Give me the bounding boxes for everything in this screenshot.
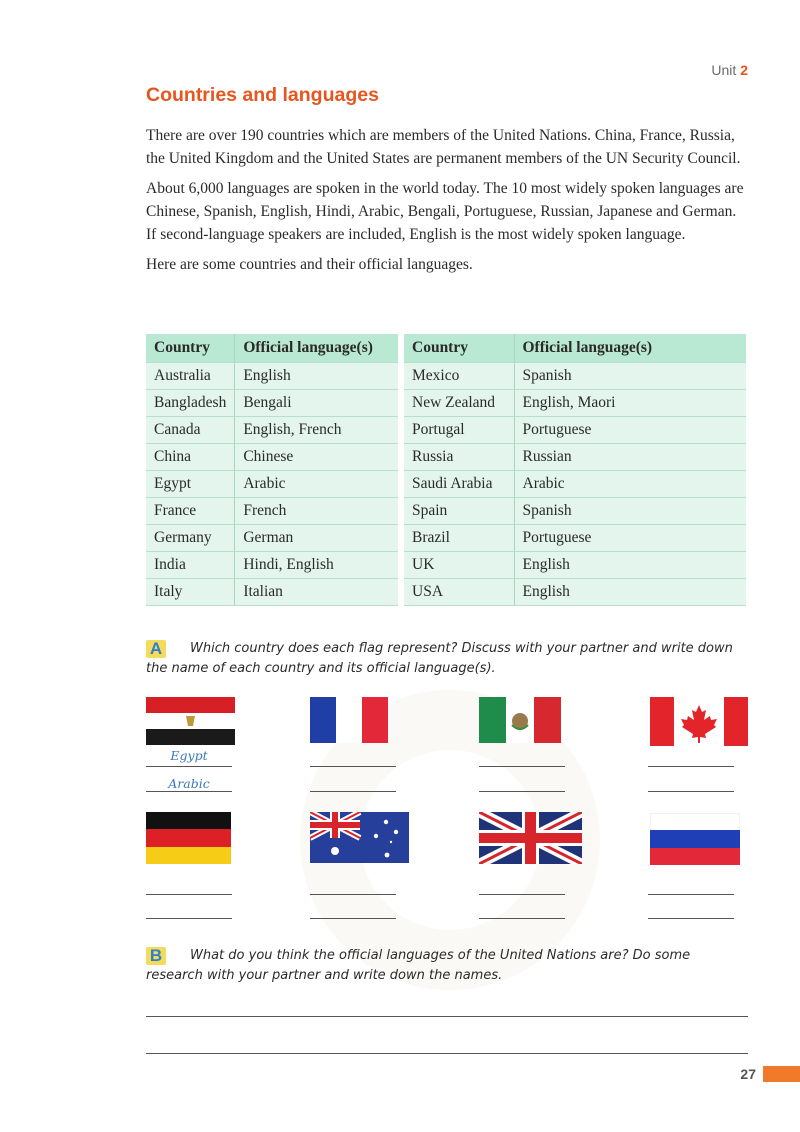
language-cell: English, Maori — [514, 389, 746, 416]
language-cell: French — [235, 497, 398, 524]
russia-flag-icon — [650, 813, 740, 865]
uk-flag-icon — [479, 812, 582, 864]
handwritten-language: Arabic — [168, 776, 210, 791]
country-cell: Spain — [404, 497, 514, 524]
research-answer-line[interactable] — [146, 1053, 748, 1054]
answer-line[interactable] — [648, 766, 734, 767]
table-row — [146, 470, 398, 497]
task-a-letter: A — [146, 640, 166, 658]
task-a — [146, 639, 750, 679]
intro-paragraph: There are over 190 countries which are members of the United Nations. China, France, Russia, the United Kingdom and the United States are permanent members of the UN Security Council. — [146, 127, 741, 167]
language-cell: English — [514, 551, 746, 578]
unit-label: Unit 2 — [711, 62, 748, 78]
table-row — [404, 524, 746, 551]
table-row — [146, 362, 398, 389]
country-cell: Germany — [146, 524, 235, 551]
language-cell: Hindi, English — [235, 551, 398, 578]
answer-line[interactable] — [648, 791, 734, 792]
research-answer-line[interactable] — [146, 1016, 748, 1017]
table-header-row — [146, 334, 398, 362]
table-row — [146, 389, 398, 416]
egypt-flag-icon — [146, 697, 235, 745]
country-cell: Mexico — [404, 362, 514, 389]
table-header-row — [404, 334, 746, 362]
country-cell: Russia — [404, 443, 514, 470]
country-cell: Portugal — [404, 416, 514, 443]
table-row — [146, 578, 398, 605]
country-cell: USA — [404, 578, 514, 605]
page-title: Countries and languages — [146, 84, 379, 106]
table-row — [146, 416, 398, 443]
table-row — [404, 362, 746, 389]
table-row — [404, 551, 746, 578]
language-cell: Spanish — [514, 497, 746, 524]
language-cell: Russian — [514, 443, 746, 470]
answer-line[interactable] — [310, 918, 396, 919]
page-number-tab — [763, 1066, 800, 1082]
answer-line[interactable] — [479, 766, 565, 767]
language-cell: Bengali — [235, 389, 398, 416]
language-cell: Chinese — [235, 443, 398, 470]
country-cell: India — [146, 551, 235, 578]
country-cell: China — [146, 443, 235, 470]
france-flag-icon — [310, 697, 388, 743]
language-cell: German — [235, 524, 398, 551]
table-row — [404, 416, 746, 443]
country-cell: Canada — [146, 416, 235, 443]
country-cell: Saudi Arabia — [404, 470, 514, 497]
country-cell: France — [146, 497, 235, 524]
table-row — [404, 578, 746, 605]
language-cell: English — [514, 578, 746, 605]
country-cell: Brazil — [404, 524, 514, 551]
language-cell: Arabic — [514, 470, 746, 497]
task-b — [146, 946, 750, 986]
intro-paragraph: About 6,000 languages are spoken in the world today. The 10 most widely spoken languages are Chinese, Spanish, English, Hindi, Arabic, Bengali, Portuguese, Russian, Japanese and German. If second-language speakers are included, English is the most widely spoken language. — [146, 180, 744, 243]
country-cell: Australia — [146, 362, 235, 389]
answer-line[interactable] — [310, 894, 396, 895]
table-row — [404, 443, 746, 470]
germany-flag-icon — [146, 812, 231, 864]
answer-line[interactable] — [479, 918, 565, 919]
answer-line[interactable] — [146, 766, 232, 767]
mexico-flag-icon — [479, 697, 561, 743]
column-header-language: Official language(s) — [235, 334, 398, 362]
answer-line[interactable] — [310, 791, 396, 792]
country-cell: Bangladesh — [146, 389, 235, 416]
language-cell: English — [235, 362, 398, 389]
language-cell: Spanish — [514, 362, 746, 389]
canada-flag-icon — [650, 697, 748, 746]
column-header-language: Official language(s) — [514, 334, 746, 362]
answer-line[interactable] — [648, 894, 734, 895]
language-cell: English, French — [235, 416, 398, 443]
language-cell: Arabic — [235, 470, 398, 497]
language-cell: Portuguese — [514, 416, 746, 443]
handwritten-country: Egypt — [170, 748, 208, 763]
table-row — [146, 497, 398, 524]
country-cell: New Zealand — [404, 389, 514, 416]
answer-line[interactable] — [648, 918, 734, 919]
column-header-country: Country — [404, 334, 514, 362]
languages-table-right — [404, 334, 746, 606]
table-row — [146, 524, 398, 551]
column-header-country: Country — [146, 334, 235, 362]
answer-line[interactable] — [146, 791, 232, 792]
answer-line[interactable] — [479, 791, 565, 792]
language-cell: Portuguese — [514, 524, 746, 551]
task-b-letter: B — [146, 947, 166, 965]
table-row — [146, 443, 398, 470]
answer-line[interactable] — [146, 894, 232, 895]
table-row — [146, 551, 398, 578]
intro-text — [146, 124, 748, 283]
task-a-instruction: Which country does each flag represent? Discuss with your partner and write down the name of each country and its official language(s). — [146, 641, 733, 676]
answer-line[interactable] — [479, 894, 565, 895]
answer-line[interactable] — [310, 766, 396, 767]
table-row — [404, 497, 746, 524]
answer-line[interactable] — [146, 918, 232, 919]
languages-table-left — [146, 334, 398, 606]
task-b-instruction: What do you think the official languages of the United Nations are? Do some research with your partner and write down the names. — [146, 948, 691, 983]
country-cell: Italy — [146, 578, 235, 605]
intro-paragraph: Here are some countries and their official languages. — [146, 256, 473, 273]
language-cell: Italian — [235, 578, 398, 605]
table-row — [404, 470, 746, 497]
unit-number: 2 — [740, 62, 748, 78]
country-cell: UK — [404, 551, 514, 578]
page-number: 27 — [740, 1066, 756, 1082]
country-cell: Egypt — [146, 470, 235, 497]
australia-flag-icon — [310, 812, 409, 863]
table-row — [404, 389, 746, 416]
